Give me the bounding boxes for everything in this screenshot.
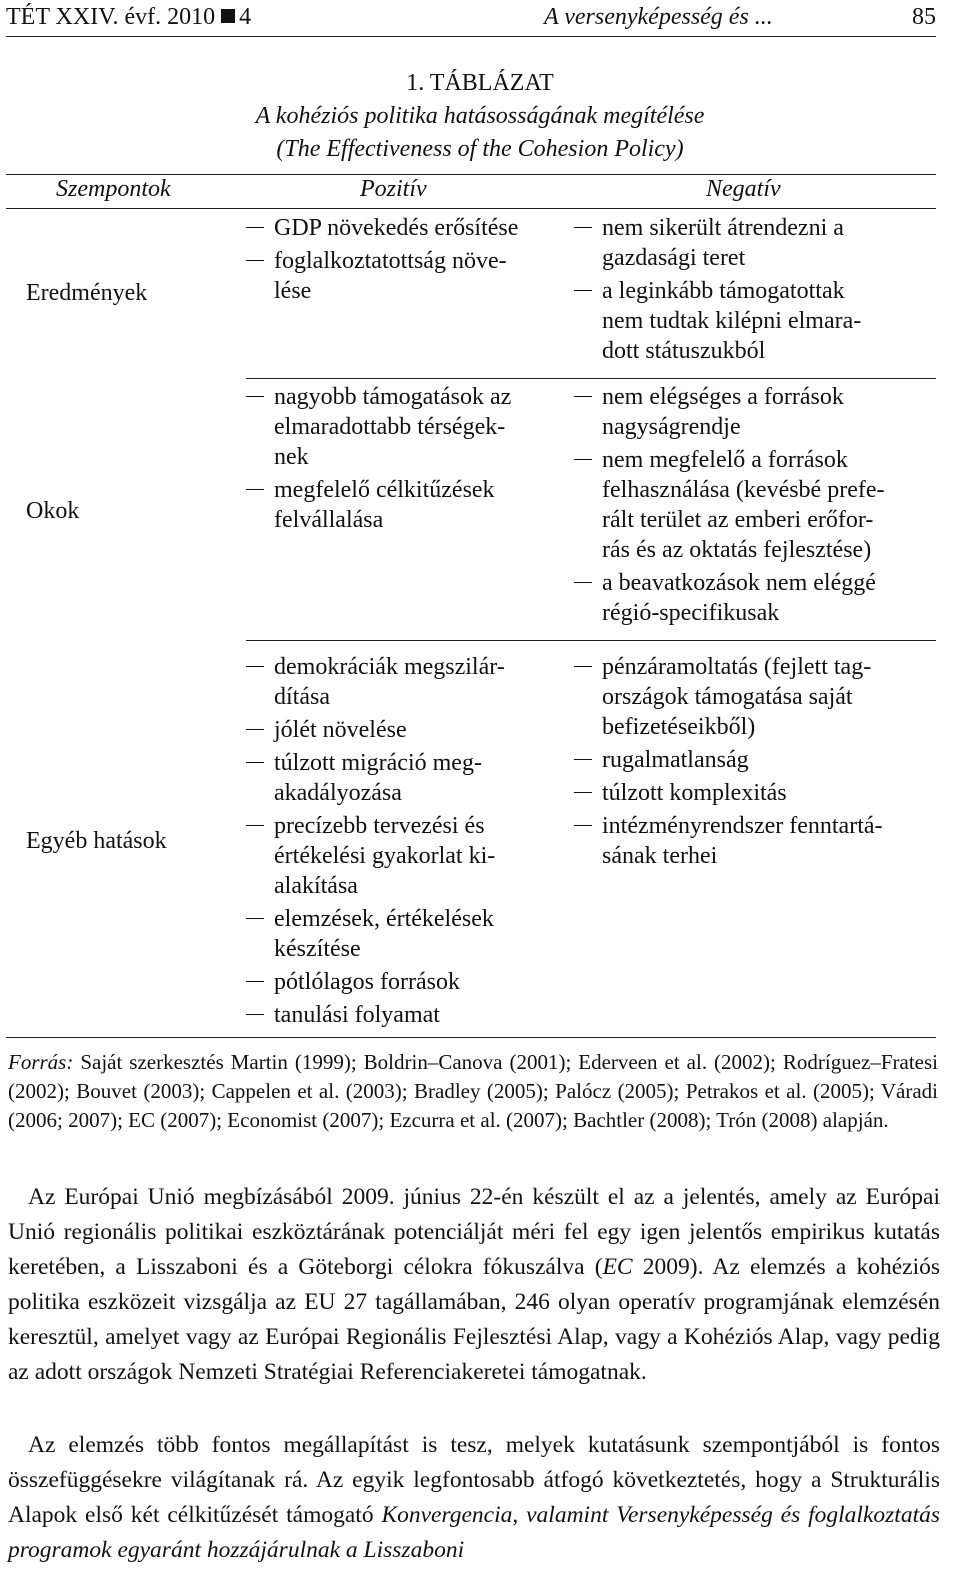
row-label-causes: Okok [26,498,80,524]
dash-bullet-icon [246,260,264,261]
body-paragraph: Az elemzés több fontos megállapítást is tesz, melyek kutatásunk szempontjából is fontos összefüggésekre világítanak rá. Az egyik legfontosabb átfogó következtetés, hogy a Strukturális Alapok első két célkitűzését támogató Konvergencia, valamint Versenyképesség és foglalkoztatás programok egyaránt hozzájárulnak a Lisszaboni [8,1432,940,1563]
table-number: 1. TÁBLÁZAT [406,70,554,96]
table-source-note [8,1048,938,1135]
list-item: intézményrendszer fenntartá- sának terhei [574,811,914,871]
list-item: nem sikerült átrendezni a gazdasági teret [574,213,914,273]
list-item: túlzott komplexitás [574,778,914,808]
dash-bullet-icon [246,489,264,490]
dash-bullet-icon [574,459,592,460]
dash-bullet-icon [246,762,264,763]
list-item: nagyobb támogatások az elmaradottabb térségek- nek [246,382,556,472]
dash-bullet-icon [574,582,592,583]
list-item: GDP növekedés erősítése [246,213,556,243]
list-item: nem megfelelő a források felhasználása (kevésbé prefe- rált terület az emberi erőfor- rás és az oktatás fejlesztése) [574,445,914,565]
table-title: A kohéziós politika hatásosságának megítélése [255,103,705,129]
table-top-rule [6,174,936,175]
journal-name: TÉT XXIV. évf. 2010 [6,4,216,30]
dash-bullet-icon [574,792,592,793]
running-title: A versenyképesség és ... [544,4,773,30]
list-item: pénzáramoltatás (fejlett tag- országok támogatása saját befizetéseikből) [574,652,914,742]
dash-bullet-icon [246,227,264,228]
row-separator [246,378,936,379]
results-negative-list [574,213,914,369]
list-item: túlzott migráció meg- akadályozása [246,748,556,808]
row-separator [246,640,936,641]
dash-bullet-icon [574,759,592,760]
column-header-positive: Pozitív [360,176,427,202]
list-item: demokráciák megszilár- dítása [246,652,556,712]
journal-info [6,4,251,31]
list-item: a leginkább támogatottak nem tudtak kilépni elmara- dott státuszukból [574,276,914,366]
list-item: precízebb tervezési és értékelési gyakorlat ki- alakítása [246,811,556,901]
list-item: rugalmatlanság [574,745,914,775]
causes-negative-list [574,382,914,631]
causes-positive-list [246,382,556,538]
square-bullet-icon [221,9,235,23]
other-positive-list [246,652,556,1033]
column-header-negative: Negatív [706,176,781,202]
list-item: tanulási folyamat [246,1000,556,1030]
dash-bullet-icon [574,396,592,397]
list-item: elemzések, értékelések készítése [246,904,556,964]
table-header-rule [6,208,936,209]
dash-bullet-icon [246,918,264,919]
body-paragraph: Az Európai Unió megbízásából 2009. június 22-én készült el az a jelentés, amely az Európai Unió regionális politikai eszköztárának potenciálját méri fel egy igen jelentős empirikus kutatás keretében, a Lisszaboni és a Göteborgi célokra fókuszálva (EC 2009). Az elemzés a kohéziós politika eszközeit vizsgálja az EU 27 tagállamában, 246 olyan operatív programjának elemzésén keresztül, amelyet vagy az Európai Regionális Fejlesztési Alap, vagy a Kohéziós Alap, vagy pedig az adott országok Nemzeti Stratégiai Referenciakeretei támogatnak. [8,1184,940,1385]
table-subtitle: (The Effectiveness of the Cohesion Policy) [276,136,684,162]
dash-bullet-icon [574,290,592,291]
page-number: 85 [912,4,936,30]
results-positive-list [246,213,556,309]
dash-bullet-icon [574,227,592,228]
dash-bullet-icon [246,825,264,826]
column-header-criteria: Szempontok [56,176,171,202]
list-item: jólét növelése [246,715,556,745]
table-bottom-rule [6,1037,936,1038]
dash-bullet-icon [246,1014,264,1015]
source-label: Forrás: [8,1050,74,1074]
source-text: Saját szerkesztés Martin (1999); Boldrin–Canova (2001); Ederveen et al. (2002); Rodríguez–Fratesi (2002); Bouvet (2003); Cappelen et al. (2003); Bradley (2005); Palócz (2005); Petrakos et al. (2005); Váradi (2006; 2007); EC (2007); Economist (2007); Ezcurra et al. (2007); Bachtler (2008); Trón (2008) alapján. [8,1050,938,1132]
list-item: foglalkoztatottság növe- lése [246,246,556,306]
dash-bullet-icon [246,666,264,667]
dash-bullet-icon [574,825,592,826]
dash-bullet-icon [246,396,264,397]
list-item: a beavatkozások nem eléggé régió-specifikusak [574,568,914,628]
list-item: nem elégséges a források nagyságrendje [574,382,914,442]
row-label-results: Eredmények [26,280,148,306]
dash-bullet-icon [246,729,264,730]
running-header [6,4,936,37]
dash-bullet-icon [574,666,592,667]
other-negative-list [574,652,914,874]
list-item: megfelelő célkitűzések felvállalása [246,475,556,535]
issue-number: 4 [239,4,252,30]
row-label-other-effects: Egyéb hatások [26,828,167,854]
dash-bullet-icon [246,981,264,982]
list-item: pótlólagos források [246,967,556,997]
